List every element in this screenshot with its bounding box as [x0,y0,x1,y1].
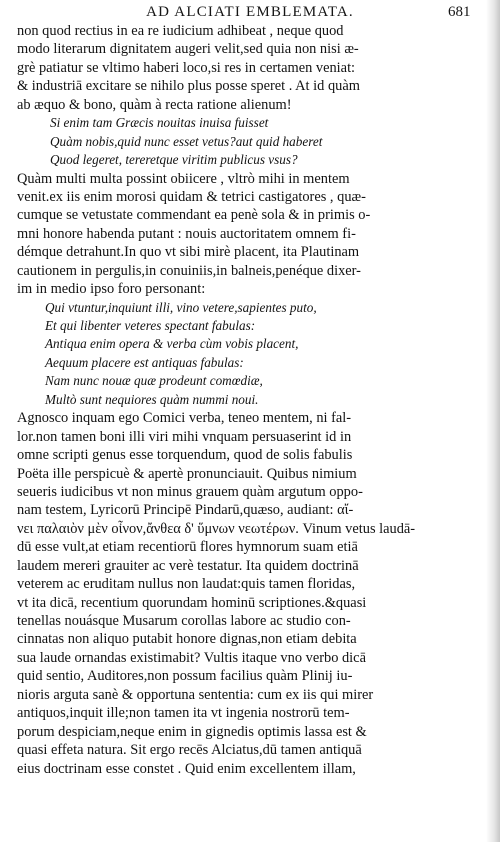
text-line: venit.ex iis enim morosi quidam & tetrici castigatores , quæ- [17,188,366,205]
verse-line: Quàm nobis,quid nunc esset vetus?aut quid haberet [50,133,323,149]
text-line: lor.non tamen boni illi viri mihi vnquam persuaserint id in [17,428,352,445]
text-line: Agnosco inquam ego Comici verba, teneo mentem, ni fal- [17,410,352,427]
page-number: 681 [448,4,471,20]
verse-line: Multò sunt nequiores quàm nummi noui. [45,391,259,407]
text-line: modo literarum dignitatem augeri velit,sed quia non nisi æ- [17,41,359,58]
text-line: nioris arguta sanè & opportuna sententia: cum ex iis qui mirer [17,686,374,703]
body-text [17,22,447,778]
text-line: cautionem in pergulis,in conuiniis,in balneis,penéque dixer- [17,262,361,279]
text-line: tenellas nouásque Musarum corollas labore ac studio con- [17,613,351,629]
text-line: non quod rectius in ea re iudicium adhibeat , neque quod [17,23,344,39]
text-line: omne scripti genus esse torquendum, quod de solis fabulis [17,447,353,464]
text-line: porum despiciam,neque enim in gignedis optimis lassa est & [17,723,367,740]
text-line: νει παλαιὸν μὲν οἶνον,ἄνθεα δ' ὕμνων νεωτέρων. Vinum vetus laudā- [17,520,416,537]
verse-line: Et qui libenter veteres spectant fabulas: [45,318,256,333]
text-line: grè patiatur se vltimo haberi loco,si res in certamen veniat: [17,59,356,76]
verse-line: Nam nunc nouæ quæ prodeunt comœdiæ, [45,373,263,389]
text-line: dū esse vult,at etiam recentiorū flores hymnorum suam etiā [17,539,358,556]
text-line: Poëta ille perspicuè & apertè pronunciauit. Quibus nimium [17,465,357,482]
text-line: vt ita dicā, recentium quorundam hominū scriptiones.&quasi [17,594,367,611]
verse-line: Antiqua enim opera & verba cùm vobis placent, [45,336,299,352]
running-title: AD ALCIATI EMBLEMATA. [146,4,354,20]
verse-line: Quod legeret, tereretque viritim publicus vsus? [50,152,298,168]
text-line: veterem ac eruditam nullus non laudat:quis tamen floridas, [17,576,356,593]
text-line: sua laude ornandas existimabit? Vultis itaque vno verbo dicā [17,649,366,666]
text-line: quid sentio, Auditores,non possum facilius quàm Plinij iu- [17,668,353,685]
text-line: cumque se vetustate commendant ea penè sola & in primis o- [17,207,371,224]
text-line: eius doctrinam esse constet . Quid enim excellentem illam, [17,760,356,777]
text-line: Quàm multi multa possint obiicere , vltrò mihi in mentem [17,170,350,187]
text-line: seueris iudicibus vt non minus grauem quàm argutum oppo- [17,483,363,500]
gutter-shadow [486,0,500,842]
text-line: & industriā excitare se nihilo plus posse speret . At id quàm [17,78,360,95]
verse-line: Qui vtuntur,inquiunt illi, vino vetere,sapientes puto, [45,299,317,315]
text-line: cinnatas non aliquo putabit honore dignas,non etiam debita [17,631,357,648]
text-line: ab æquo & bono, quàm à recta ratione alienum! [17,96,292,113]
text-line: quasi effeta natura. Sit ergo recēs Alciatus,dū tamen antiquā [17,742,362,759]
text-line: démque detrahunt.In quo vt sibi mirè placent, ita Plautinam [17,244,360,261]
text-line: mni honore habenda putant : nouis auctoritatem omnem fi- [17,225,356,242]
text-line: antiquos,inquit ille;non tamen ita vt ingenia nostrorū tem- [17,705,350,722]
text-line: laudem mereri grauiter ac verè testatur. Ita quidem doctrinā [17,557,359,574]
text-line: im in medio ipso foro personant: [17,281,206,298]
verse-line: Si enim tam Græcis nouitas inuisa fuisset [50,115,269,131]
verse-line: Aequum placere est antiquas fabulas: [45,354,244,370]
text-line: nam testem, Lyricorū Principē Pindarū,quæso, audiant: αἴ- [17,502,354,519]
